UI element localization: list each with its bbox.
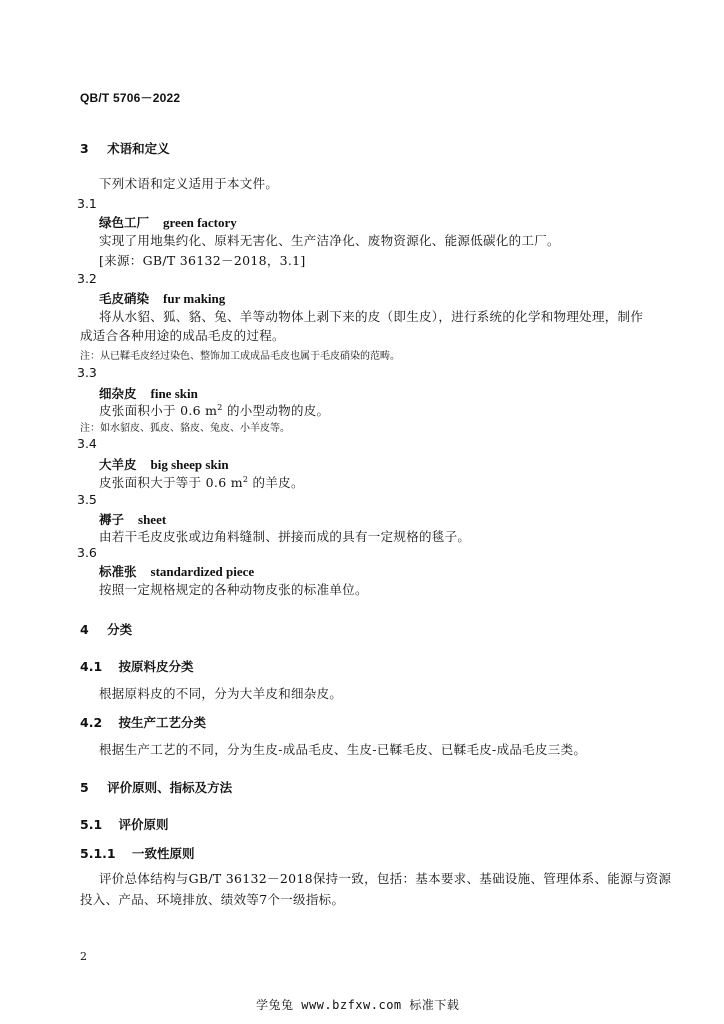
term-zh: 毛皮硝染 [99,291,150,306]
term-heading [99,510,166,528]
term-en: green factory [163,215,237,230]
term-heading [99,213,237,231]
section-title: 评价原则、指标及方法 [107,780,233,795]
term-en: fur making [163,291,226,306]
term-number: 3.1 [77,196,97,211]
term-en: fine skin [150,386,198,401]
section-number: 5 [80,780,89,795]
term-heading [99,455,229,473]
section-title: 分类 [107,622,133,637]
subsection-title: 按生产工艺分类 [118,715,207,730]
subsection-number: 5.1 [80,817,103,832]
term-definition-line2: 成适合各种用途的成品毛皮的过程。 [80,328,285,343]
term-number: 3.5 [77,492,97,507]
term-heading [99,384,198,402]
section-number: 4 [80,622,89,637]
term-number: 3.4 [77,436,97,451]
subsection-4-2-heading [80,713,206,731]
term-definition: 实现了用地集约化、原料无害化、生产洁净化、废物资源化、能源低碳化的工厂。 [99,233,560,248]
page-number: 2 [80,950,87,963]
section-3-intro: 下列术语和定义适用于本文件。 [99,176,279,191]
subsection-number: 4.2 [80,715,103,730]
paragraph-line2: 投入、产品、环境排放、绩效等7个一级指标。 [80,892,345,907]
definition-text: 的羊皮。 [248,475,304,490]
term-definition-line1: 将从水貂、狐、貉、兔、羊等动物体上剥下来的皮（即生皮），进行系统的化学和物理处理，制作 [99,309,644,324]
term-source: [来源：GB/T 36132－2018，3.1] [99,253,306,268]
term-en: big sheep skin [150,457,229,472]
term-number: 3.3 [77,365,97,380]
term-number: 3.6 [77,545,97,560]
subsection-title: 按原料皮分类 [118,659,194,674]
term-note: 注：从已鞣毛皮经过染色、整饰加工成成品毛皮也属于毛皮硝染的范畴。 [80,351,400,362]
definition-text: 皮张面积小于 0.6 m [99,403,218,418]
term-heading [99,289,225,307]
definition-text: 皮张面积大于等于 0.6 m [99,475,243,490]
subsection-title: 一致性原则 [131,846,195,861]
term-note: 注：如水貂皮、狐皮、貉皮、兔皮、小羊皮等。 [80,423,290,434]
section-3-heading [80,139,170,157]
term-zh: 大羊皮 [99,457,137,472]
standard-number: QB/T 5706－2022 [80,91,181,105]
term-zh: 褥子 [99,512,125,527]
subsection-title: 评价原则 [118,817,169,832]
subsection-4-1-heading [80,657,194,675]
section-number: 3 [80,141,89,156]
term-number: 3.2 [77,271,97,286]
paragraph: 根据原料皮的不同，分为大羊皮和细杂皮。 [99,686,343,701]
subsection-number: 5.1.1 [80,846,116,861]
section-title: 术语和定义 [107,141,170,156]
term-zh: 标准张 [99,564,137,579]
term-zh: 细杂皮 [99,386,137,401]
term-zh: 绿色工厂 [99,215,150,230]
definition-text: 的小型动物的皮。 [222,403,330,418]
subsection-5-1-heading [80,815,169,833]
term-definition [99,401,329,419]
term-definition: 按照一定规格规定的各种动物皮张的标准单位。 [99,582,368,597]
section-4-heading [80,620,132,638]
section-5-heading [80,778,232,796]
term-heading [99,562,254,580]
superscript: 2 [242,474,249,484]
subsection-5-1-1-heading [80,844,194,862]
term-definition [99,473,304,491]
term-en: sheet [138,512,167,527]
superscript: 2 [217,402,223,412]
paragraph: 根据生产工艺的不同，分为生皮-成品毛皮、生皮-已鞣毛皮、已鞣毛皮-成品毛皮三类。 [99,742,587,757]
term-definition: 由若干毛皮皮张或边角料缝制、拼接而成的具有一定规格的毯子。 [99,529,471,544]
paragraph-line1: 评价总体结构与GB/T 36132－2018保持一致，包括：基本要求、基础设施、管理体系、能源与资源 [99,871,672,886]
footer-watermark: 学兔兔 www.bzfxw.com 标准下载 [256,998,460,1012]
term-en: standardized piece [150,564,255,579]
subsection-number: 4.1 [80,659,103,674]
